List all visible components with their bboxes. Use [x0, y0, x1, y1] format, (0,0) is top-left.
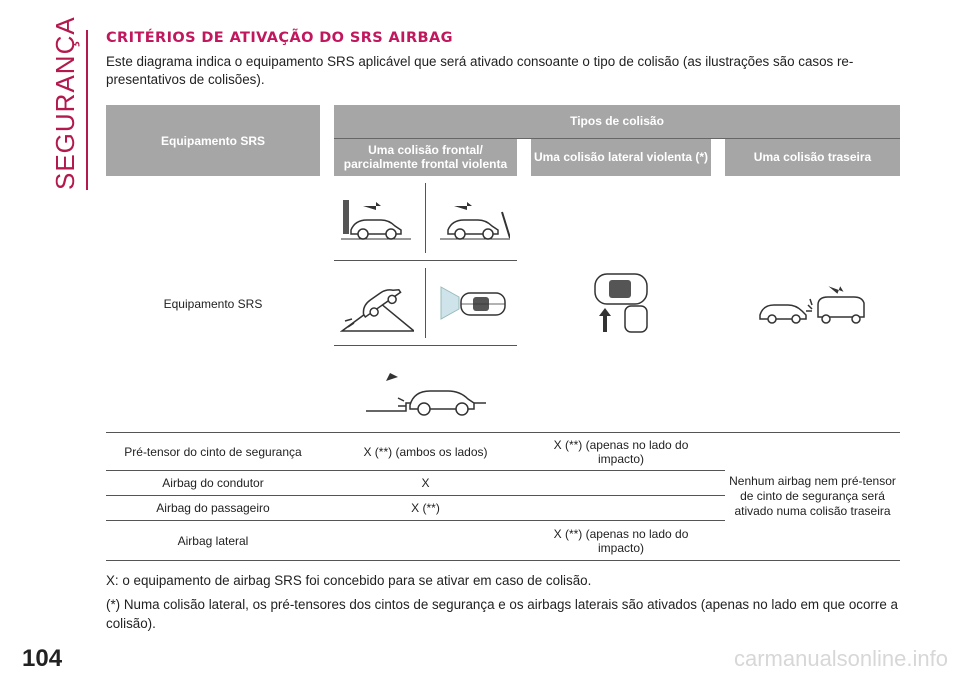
watermark: carmanualsonline.info [733, 646, 948, 671]
frontal-collision-wall-icon [341, 194, 411, 242]
frontal-illustrations [334, 176, 517, 433]
footnotes [106, 571, 900, 638]
cell-frontal-pretensioner: X (**) (ambos os lados) [334, 433, 517, 471]
row-label-side-airbag: Airbag lateral [106, 521, 320, 561]
rear-illustration [725, 176, 900, 433]
illustration-row-label: Equipamento SRS [163, 297, 263, 311]
intro-paragraph: Este diagrama indica o equipamento SRS aplicável que será ativado consoante o tipo de colisão (as ilustrações são casos re-presentativos de colisões). [106, 54, 854, 87]
section-label: SEGURANÇA [50, 16, 80, 190]
header-equipment: Equipamento SRS [106, 105, 320, 176]
section-tab [50, 16, 90, 190]
header-collision-types: Tipos de colisão [334, 105, 900, 138]
page-number: 104 [22, 645, 63, 672]
lateral-illustration [531, 176, 711, 433]
frontal-collision-step-icon [366, 361, 486, 417]
section-rule [86, 30, 88, 190]
activation-table [106, 105, 900, 561]
cell-lateral-side-airbag: X (**) (apenas no lado do impacto) [531, 521, 711, 561]
header-frontal: Uma colisão frontal/ parcialmente frontal violenta [334, 138, 517, 176]
frontal-collision-sensor-icon [437, 279, 511, 327]
frontal-collision-slope-icon [340, 273, 414, 333]
header-lateral: Uma colisão lateral violenta (*) [531, 138, 711, 176]
row-label-seatbelt-pretensioner: Pré-tensor do cinto de segurança [106, 433, 320, 471]
footnote-x: X: o equipamento de airbag SRS foi concebido para se ativar em caso de colisão. [106, 573, 592, 588]
cell-frontal-side-airbag [334, 521, 517, 561]
cell-lateral-passenger-airbag [531, 496, 711, 521]
cell-lateral-pretensioner: X (**) (apenas no lado do impacto) [531, 433, 711, 471]
row-label-passenger-airbag: Airbag do passageiro [106, 496, 320, 521]
cell-lateral-driver-airbag [531, 471, 711, 496]
footnote-star: (*) Numa colisão lateral, os pré-tensores dos cintos de segurança e os airbags laterais são ativados (apenas no lado em que ocorre a colisão). [106, 597, 898, 631]
side-collision-icon [581, 272, 661, 334]
cell-rear-note: Nenhum airbag nem pré-tensor de cinto de segurança será ativado numa colisão traseira [725, 433, 900, 561]
frontal-collision-pole-icon [440, 194, 510, 242]
cell-frontal-driver-airbag: X [334, 471, 517, 496]
row-label-driver-airbag: Airbag do condutor [106, 471, 320, 496]
page-content [106, 30, 900, 89]
page-title: CRITÉRIOS DE ATIVAÇÃO DO SRS AIRBAG [106, 30, 453, 46]
header-rear: Uma colisão traseira [725, 138, 900, 176]
rear-collision-icon [758, 281, 868, 325]
cell-frontal-passenger-airbag: X (**) [334, 496, 517, 521]
